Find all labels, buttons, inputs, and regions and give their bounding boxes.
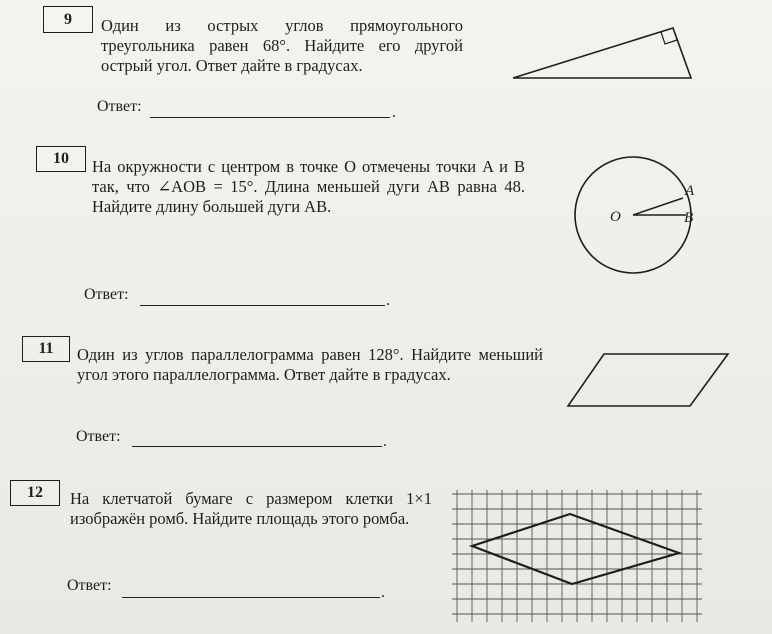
- answer-label: Ответ:: [97, 98, 142, 115]
- answer-field[interactable]: [132, 446, 382, 447]
- answer-field[interactable]: [140, 305, 385, 306]
- task-number-box: 11: [22, 336, 70, 362]
- answer-end-dot: .: [383, 433, 387, 450]
- task-text: Один из углов параллелограмма равен 128°. Найдите меньший угол этого параллелограмма. Ответ дайте в градусах.: [77, 345, 543, 384]
- answer-label: Ответ:: [76, 428, 121, 445]
- grid-rhombus-figure: [452, 490, 712, 630]
- answer-end-dot: .: [386, 292, 390, 309]
- grid-lines: [452, 490, 702, 622]
- answer-end-dot: .: [381, 584, 385, 601]
- answer-field[interactable]: [122, 597, 380, 598]
- task-text: На окружности с центром в точке O отмечены точки A и B так, что ∠AOB = 15°. Длина меньшей дуги AB равна 48. Найдите длину большей дуги AB.: [92, 157, 525, 216]
- answer-field[interactable]: [150, 117, 390, 118]
- parallelogram-figure: [560, 348, 740, 418]
- task-number-box: 9: [43, 6, 93, 33]
- right-triangle-figure: [505, 20, 705, 90]
- answer-end-dot: .: [392, 104, 396, 121]
- task-text: Один из острых углов прямоугольного треугольника равен 68°. Найдите его другой острый угол. Ответ дайте в градусах.: [101, 16, 463, 75]
- task-text: На клетчатой бумаге с размером клетки 1×1 изображён ромб. Найдите площадь этого ромба.: [70, 489, 432, 528]
- task-number-box: 12: [10, 480, 60, 506]
- label-b: B: [684, 210, 694, 226]
- label-a: A: [685, 183, 695, 199]
- rhombus: [472, 514, 679, 584]
- answer-label: Ответ:: [84, 286, 129, 303]
- label-o: O: [610, 209, 621, 225]
- circle-figure: [565, 150, 765, 280]
- answer-label: Ответ:: [67, 577, 112, 594]
- task-number-box: 10: [36, 146, 86, 172]
